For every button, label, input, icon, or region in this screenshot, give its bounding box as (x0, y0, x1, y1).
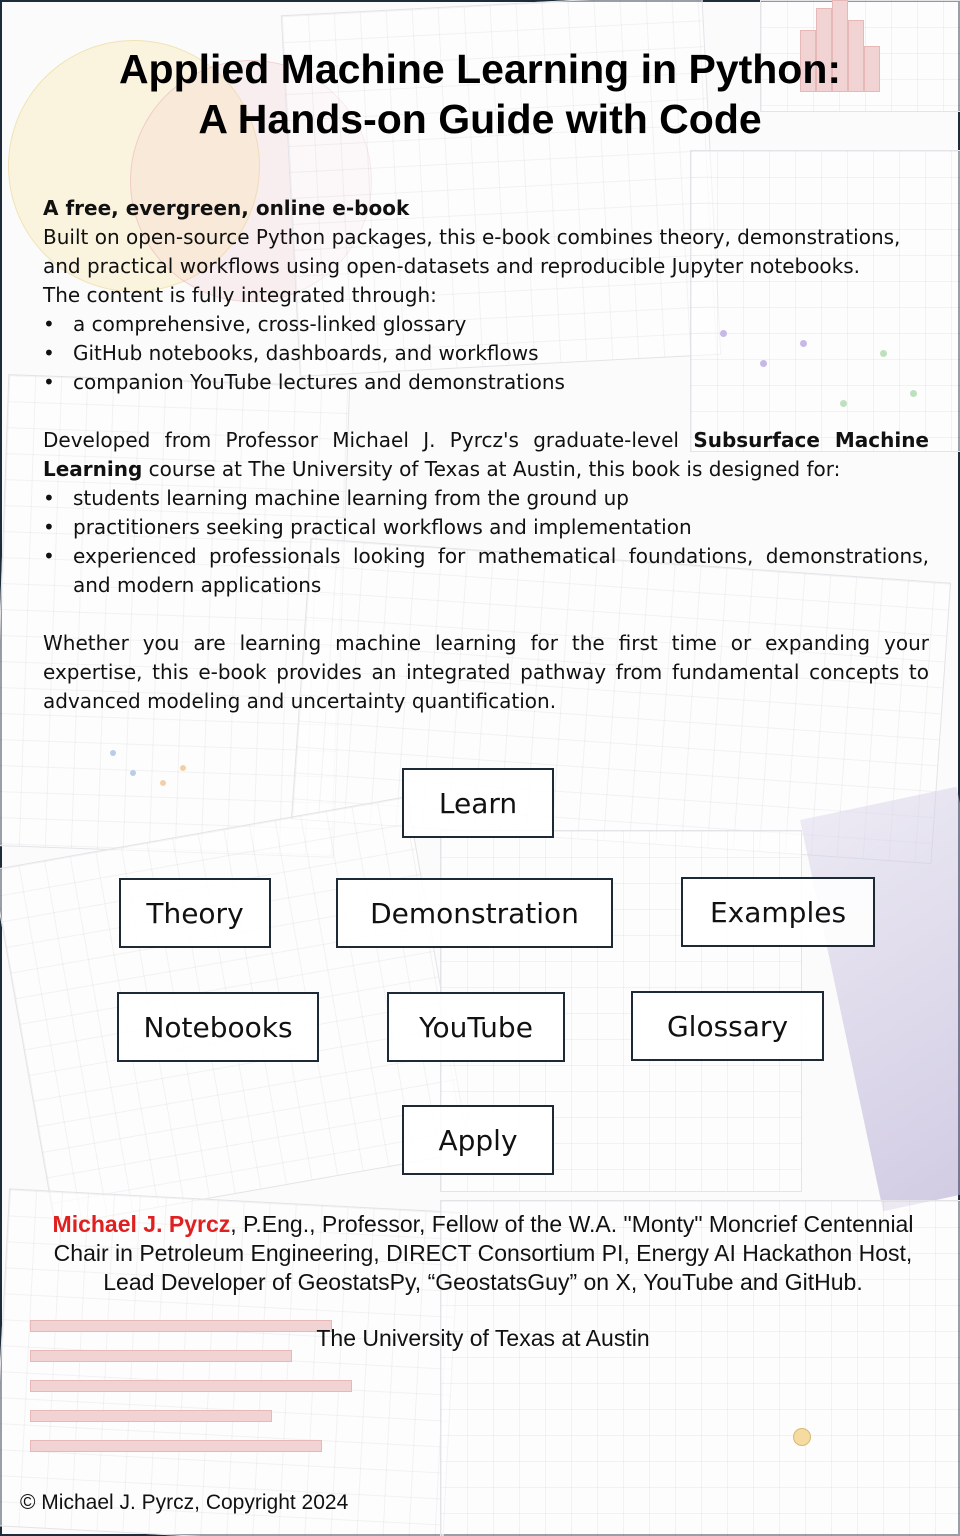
intro-lead: A free, evergreen, online e-book (43, 196, 410, 220)
learn-box: Learn (402, 768, 554, 838)
bg-scatter-dot (130, 770, 136, 776)
bullet-icon: • (43, 544, 55, 568)
spacer (43, 397, 929, 426)
list-item (43, 368, 929, 397)
closing-text: Whether you are learning machine learning for the first time or expanding your expertise, this e-book provides an integrated pathway from fundamental concepts to advanced modeling and uncertainty quantification. (43, 631, 929, 713)
bullet-icon: • (43, 341, 55, 365)
title-line-2: A Hands-on Guide with Code (198, 96, 762, 142)
audience-list (43, 484, 929, 600)
list-item (43, 513, 929, 542)
demonstration-box: Demonstration (336, 878, 613, 948)
developed-text (43, 426, 929, 484)
bg-bar (30, 1440, 322, 1452)
course-name: Subsurface Machine Learning (43, 428, 929, 481)
glossary-box: Glossary (631, 991, 824, 1061)
copyright: © Michael J. Pyrcz, Copyright 2024 (20, 1491, 349, 1514)
author-line-2: Chair in Petroleum Engineering, DIRECT Consortium PI, Energy AI Hackathon Host, (53, 1240, 913, 1266)
integration-list (43, 310, 929, 397)
list-item-text: students learning machine learning from the ground up (73, 486, 630, 510)
apply-box: Apply (402, 1105, 554, 1175)
author-name: Michael J. Pyrcz (52, 1211, 231, 1237)
list-item-text: GitHub notebooks, dashboards, and workflows (73, 341, 539, 365)
bg-gradient-panel (800, 787, 960, 1212)
bullet-icon: • (43, 486, 55, 510)
list-item-text: companion YouTube lectures and demonstrations (73, 370, 565, 394)
list-item (43, 339, 929, 368)
notebooks-box: Notebooks (117, 992, 319, 1062)
spacer (43, 600, 929, 629)
list-item (43, 310, 929, 339)
list-item-text: experienced professionals looking for mathematical foundations, demonstrations, and modern applications (73, 544, 929, 597)
bullet-icon: • (43, 370, 55, 394)
author-block (20, 1210, 946, 1297)
theory-box: Theory (119, 878, 271, 948)
author-credentials: , P.Eng., Professor, Fellow of the W.A. "Monty" Moncrief Centennial (230, 1211, 914, 1237)
list-item-text: practitioners seeking practical workflows and implementation (73, 515, 692, 539)
intro-text: Built on open-source Python packages, this e-book combines theory, demonstrations, and practical workflows using open-datasets and reproducible Jupyter notebooks. (43, 225, 901, 278)
bullet-icon: • (43, 312, 55, 336)
title-line-1: Applied Machine Learning in Python: (118, 46, 842, 92)
bg-bar (30, 1380, 352, 1392)
list-item (43, 484, 929, 513)
book-title (0, 44, 960, 144)
author-line-1 (20, 1210, 946, 1239)
bg-scatter-dot (110, 750, 116, 756)
bg-scatter-dot (160, 780, 166, 786)
developed-before: Developed from Professor Michael J. Pyrcz's graduate-level (43, 428, 694, 452)
developed-after: course at The University of Texas at Austin, this book is designed for: (142, 457, 841, 481)
intro-integrated: The content is fully integrated through: (43, 283, 437, 307)
list-item (43, 542, 929, 600)
bg-bar (30, 1410, 272, 1422)
examples-box: Examples (681, 877, 875, 947)
university: The University of Texas at Austin (316, 1325, 650, 1351)
bg-node-dot (793, 1428, 811, 1446)
list-item-text: a comprehensive, cross-linked glossary (73, 312, 467, 336)
bullet-icon: • (43, 515, 55, 539)
youtube-box: YouTube (387, 992, 565, 1062)
description (43, 194, 929, 716)
author-line-3: Lead Developer of GeostatsPy, “GeostatsGuy” on X, YouTube and GitHub. (103, 1269, 863, 1295)
bg-scatter-dot (180, 765, 186, 771)
